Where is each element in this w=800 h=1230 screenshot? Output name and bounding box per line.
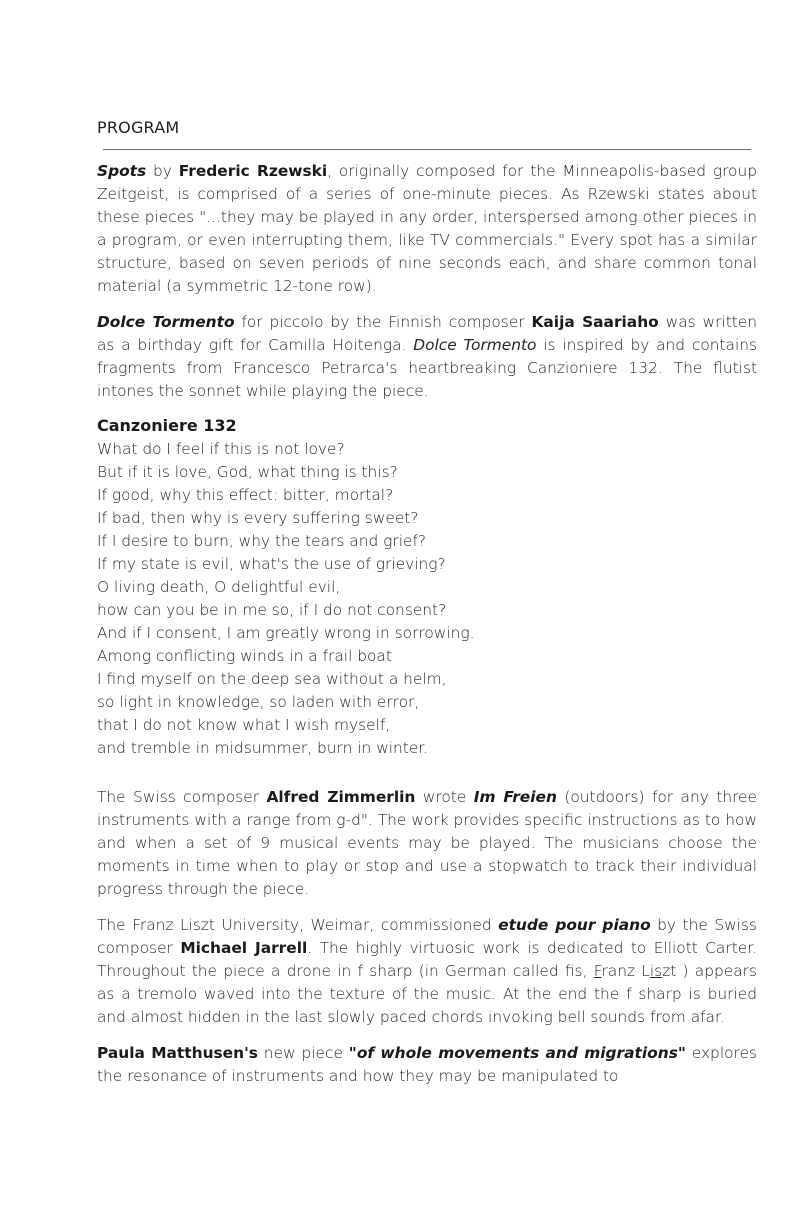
composer-name: Kaija Saariaho	[531, 313, 659, 331]
composer-name: Paula Matthusen's	[97, 1044, 258, 1062]
program-page	[97, 118, 757, 1101]
work-title: Dolce Tormento	[97, 313, 235, 331]
work-title: Im Freien	[473, 788, 557, 806]
text-span: explores the resonance of instruments and how they may be manipulated to	[97, 1044, 757, 1085]
text-span: for piccolo by the Finnish composer	[234, 313, 532, 331]
text-span: wrote	[415, 788, 474, 806]
text-span: . The highly virtuosic work is dedicated to Elliott Carter. Throughout the piece a drone in f sharp (in German called fis,	[97, 939, 758, 980]
composer-name: Frederic Rzewski	[178, 162, 328, 180]
poem	[97, 438, 757, 760]
text-span: by	[146, 162, 179, 180]
work-title: etude pour piano	[498, 916, 651, 934]
work-title: Spots	[97, 162, 147, 180]
poem-line: But if it is love, God, what thing is this?	[97, 463, 398, 481]
text-span: (outdoors) for any three instruments with a range from g-d". The work provides specific instructions as to how and when a set of 9 musical events may be played. The musicians choose the moments in time when to play or stop and use a stopwatch to track their individual progress through the piece.	[97, 788, 757, 898]
poem-line: If my state is evil, what's the use of grieving?	[97, 555, 446, 573]
composer-name: Alfred Zimmerlin	[266, 788, 416, 806]
paragraph-spots	[97, 160, 757, 298]
poem-line: O living death, O delightful evil,	[97, 578, 341, 596]
paragraph-im-freien	[97, 786, 757, 901]
text-span: ranz L	[601, 962, 650, 980]
section-header: PROGRAM	[97, 118, 180, 137]
italic-title: Dolce Tormento	[413, 336, 537, 354]
text-span: new piece	[257, 1044, 349, 1062]
poem-line: And if I consent, I am greatly wrong in sorrowing.	[97, 624, 475, 642]
poem-line: I find myself on the deep sea without a helm,	[97, 670, 447, 688]
poem-line: how can you be in me so, if I do not consent?	[97, 601, 447, 619]
composer-name: Michael Jarrell	[180, 939, 308, 957]
underlined-letters: is	[649, 962, 663, 980]
poem-line: If bad, then why is every suffering sweet?	[97, 509, 419, 527]
poem-line: and tremble in midsummer, burn in winter.	[97, 739, 429, 757]
paragraph-dolce-tormento	[97, 311, 757, 403]
text-span: by the Swiss composer	[97, 916, 757, 957]
poem-line: that I do not know what I wish myself,	[97, 716, 391, 734]
header-divider	[103, 149, 751, 150]
paragraph-etude-pour-piano	[97, 914, 757, 1029]
work-title: "of whole movements and migrations"	[348, 1044, 686, 1062]
text-span: The Franz Liszt University, Weimar, commissioned	[97, 916, 499, 934]
poem-title: Canzoniere 132	[97, 416, 237, 435]
poem-line: Among conflicting winds in a frail boat	[97, 647, 392, 665]
poem-line: What do I feel if this is not love?	[97, 440, 345, 458]
underlined-letter: F	[593, 962, 602, 980]
text-span: zt ) appears as a tremolo waved into the texture of the music. At the end the f sharp is buried and almost hidden in the last slowly paced chords invoking bell sounds from afar.	[97, 962, 757, 1026]
text-span: The Swiss composer	[97, 788, 267, 806]
poem-line: so light in knowledge, so laden with error,	[97, 693, 420, 711]
text-span: was written as a birthday gift for Camilla Hoitenga.	[97, 313, 757, 354]
poem-line: If good, why this effect: bitter, mortal?	[97, 486, 394, 504]
text-span: is inspired by and contains fragments from Francesco Petrarca's heartbreaking Canzioniere 132. The flutist intones the sonnet while playing the piece.	[97, 336, 758, 400]
poem-line: If I desire to burn, why the tears and grief?	[97, 532, 427, 550]
paragraph-whole-movements	[97, 1042, 757, 1088]
text-span: , originally composed for the Minneapolis-based group Zeitgeist, is comprised of a series of one-minute pieces. As Rzewski states about these pieces "...they may be played in any order, interspersed among other pieces in a program, or even interrupting them, like TV commercials." Every spot has a similar structure, based on seven periods of nine seconds each, and share common tonal material (a symmetric 12-tone row).	[97, 162, 757, 295]
